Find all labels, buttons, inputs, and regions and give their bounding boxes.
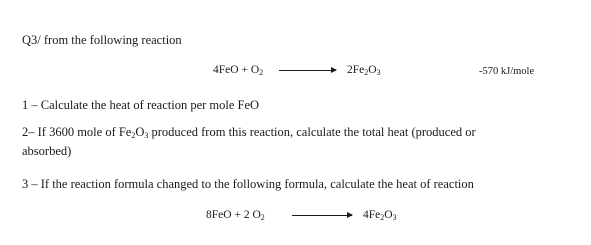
reaction-2-reactant-b-coef: 2 — [243, 209, 250, 221]
reaction-1-reactants — [213, 63, 263, 77]
reaction-2-product-sub1: 2 — [380, 213, 385, 222]
question-item-2-sub1: 2 — [131, 131, 136, 140]
question-item-1: 1 – Calculate the heat of reaction per mole FeO — [22, 98, 260, 112]
reaction-1-product-el1: Fe — [352, 64, 365, 76]
reaction-2-reactant-a: 8FeO — [206, 209, 232, 221]
question-item-2-sub2: 3 — [144, 131, 149, 140]
reaction-2-product — [363, 208, 397, 222]
reaction-1-plus: + — [241, 64, 248, 76]
reaction-2-product-coef: 4 — [363, 209, 369, 221]
reaction-2-product-sub2: 3 — [392, 213, 397, 222]
reaction-2-reactant-b-sub: 2 — [260, 213, 265, 222]
reaction-2-reactants — [206, 208, 265, 222]
reaction-2-reactant-b: O — [252, 209, 261, 221]
question-title: Q3/ from the following reaction — [22, 33, 182, 47]
question-item-2-prefix: 2– If 3600 mole of Fe — [22, 125, 132, 139]
question-item-2-continuation: absorbed) — [22, 144, 72, 158]
reaction-1-product-coef: 2 — [347, 64, 353, 76]
reaction-1-product — [347, 63, 381, 77]
reaction-2-plus: + — [234, 209, 241, 221]
reaction-1-reactant-b: O — [250, 64, 260, 76]
reaction-2-arrow-icon — [292, 215, 352, 216]
question-item-2-suffix: produced from this reaction, calculate the total heat (produced or — [148, 125, 476, 139]
reaction-1-product-sub2: 3 — [376, 68, 381, 77]
reaction-2-product-el1: Fe — [368, 209, 381, 221]
reaction-1-enthalpy: -570 kJ/mole — [479, 66, 535, 77]
reaction-1-product-sub1: 2 — [364, 68, 369, 77]
reaction-1-reactant-a: FeO — [218, 64, 239, 76]
reaction-1-reactant-b-sub: 2 — [259, 68, 264, 77]
reaction-1-arrow-icon — [279, 70, 336, 71]
reaction-1-reactant-a-coef: 4 — [213, 64, 219, 76]
question-item-2 — [22, 125, 476, 140]
reaction-2-product-el2: O — [384, 209, 393, 221]
question-item-3: 3 – If the reaction formula changed to the following formula, calculate the heat of reaction — [22, 177, 474, 191]
reaction-1-product-el2: O — [368, 64, 377, 76]
question-item-2-mid: O — [135, 125, 145, 139]
